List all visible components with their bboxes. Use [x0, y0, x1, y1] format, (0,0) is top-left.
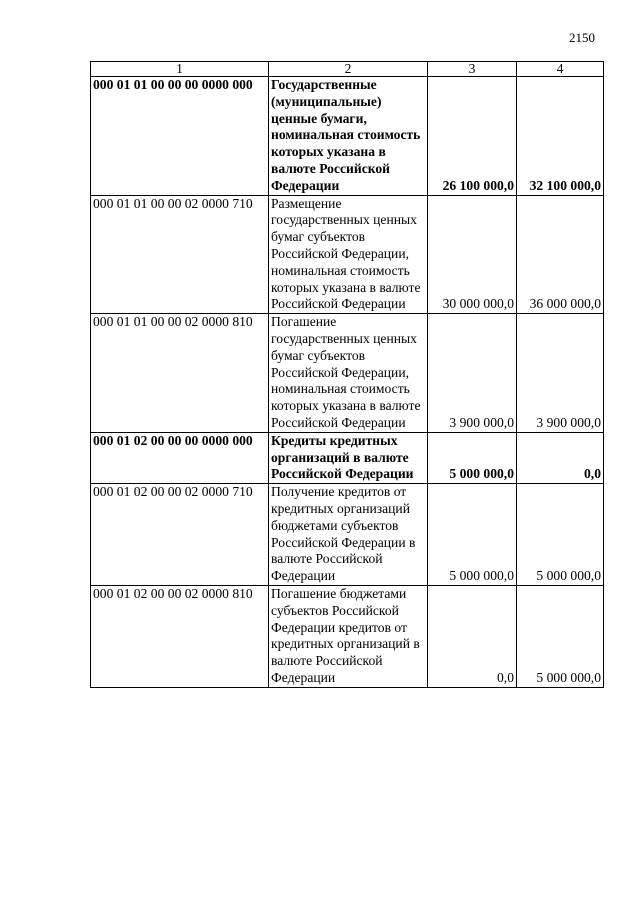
row-code: 000 01 01 00 00 00 0000 000 [91, 77, 269, 196]
row-value-3: 5 000 000,0 [428, 484, 517, 586]
column-header-1: 1 [91, 62, 269, 77]
page-number: 2150 [569, 30, 595, 45]
table-header-row [91, 62, 604, 77]
row-value-3: 3 900 000,0 [428, 314, 517, 433]
row-value-3: 0,0 [428, 585, 517, 687]
row-code: 000 01 02 00 00 00 0000 000 [91, 432, 269, 483]
row-code: 000 01 02 00 00 02 0000 710 [91, 484, 269, 586]
row-value-4: 0,0 [517, 432, 604, 483]
table-row [91, 484, 604, 586]
budget-table [90, 61, 604, 688]
row-name: Погашение государственных ценных бумаг субъектов Российской Федерации, номинальная стоимость которых указана в валюте Российской Федерации [269, 314, 428, 433]
column-header-4: 4 [517, 62, 604, 77]
table-row [91, 585, 604, 687]
table-row [91, 77, 604, 196]
row-value-4: 5 000 000,0 [517, 484, 604, 586]
row-name: Государственные (муниципальные) ценные бумаги, номинальная стоимость которых указана в валюте Российской Федерации [269, 77, 428, 196]
column-header-3: 3 [428, 62, 517, 77]
row-code: 000 01 01 00 00 02 0000 710 [91, 195, 269, 314]
column-header-2: 2 [269, 62, 428, 77]
row-value-4: 5 000 000,0 [517, 585, 604, 687]
row-code: 000 01 01 00 00 02 0000 810 [91, 314, 269, 433]
row-name: Кредиты кредитных организаций в валюте Российской Федерации [269, 432, 428, 483]
row-value-3: 30 000 000,0 [428, 195, 517, 314]
table-row [91, 432, 604, 483]
row-value-4: 36 000 000,0 [517, 195, 604, 314]
row-value-3: 26 100 000,0 [428, 77, 517, 196]
row-value-3: 5 000 000,0 [428, 432, 517, 483]
row-name: Получение кредитов от кредитных организаций бюджетами субъектов Российской Федерации в валюте Российской Федерации [269, 484, 428, 586]
row-code: 000 01 02 00 00 02 0000 810 [91, 585, 269, 687]
row-name: Погашение бюджетами субъектов Российской Федерации кредитов от кредитных организаций в валюте Российской Федерации [269, 585, 428, 687]
row-value-4: 32 100 000,0 [517, 77, 604, 196]
table-row [91, 195, 604, 314]
table-row [91, 314, 604, 433]
row-value-4: 3 900 000,0 [517, 314, 604, 433]
row-name: Размещение государственных ценных бумаг субъектов Российской Федерации, номинальная стоимость которых указана в валюте Российской Федерации [269, 195, 428, 314]
